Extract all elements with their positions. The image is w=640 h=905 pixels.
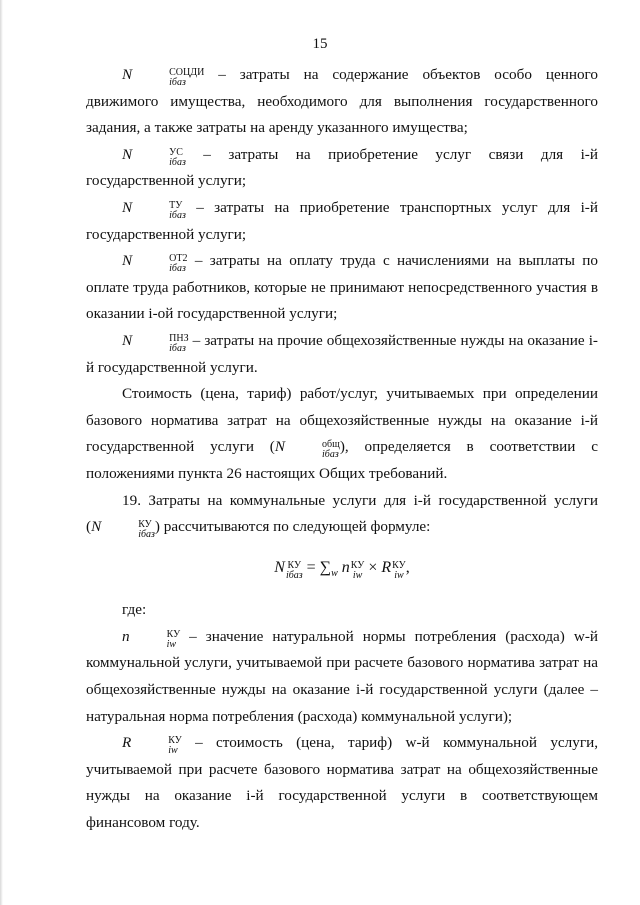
symbol-n-tu: N ТУ iбаз	[122, 198, 186, 221]
paragraph-text: – затраты на приобретение услуг связи для i-й государственной услуги;	[86, 145, 598, 190]
symbol-n-iw: n КУ iw	[122, 627, 181, 650]
paragraph-tu	[86, 195, 598, 248]
paragraph-us	[86, 142, 598, 195]
symbol-n-ku: N КУ iбаз	[91, 518, 155, 541]
definition-r: R КУ iw – стоимость (цена, тариф) w-й коммунальной услуги, учитываемой при расчете базового норматива затрат на общехозяйственные нужды на оказание i-й государственной услуги в соответствующем финансовом году.	[86, 734, 598, 832]
document-body	[86, 62, 598, 837]
symbol-n-obsch: N общ iбаз	[274, 438, 340, 461]
page-number: 15	[312, 36, 328, 52]
symbol-n-pnz: N ПНЗ iбаз	[122, 331, 189, 354]
paragraph-cost: Стоимость (цена, тариф) работ/услуг, учитываемых при определении базового норматива затрат на общехозяйственные нужды на оказание i-й государственной услуги (N общ iбаз ), определяется в соответствии с положениями пункта 26 настоящих Общих требований.	[86, 385, 598, 482]
symbol-r-iw: R КУ iw	[122, 734, 182, 757]
symbol-n-ot2: N ОТ2 iбаз	[122, 252, 188, 275]
definition-n: n КУ iw – значение натуральной нормы потребления (расхода) w-й коммунальной услуги, учитываемой при расчете базового норматива затрат на общехозяйственные нужды на оказание i-й государственной услуги (далее – натуральная норма потребления (расхода) коммунальной услуги);	[86, 627, 598, 725]
where-label: где:	[122, 601, 147, 619]
formula-ku: N КУ iбаз = $\sum_w$ n КУ iw × R КУ iw ,	[274, 558, 410, 581]
paragraph-ot2	[86, 248, 598, 328]
symbol-n-socdi: N СОЦДИ iбаз	[122, 66, 205, 88]
paragraph-text: – затраты на содержание объектов особо ценного движимого имущества, необходимого для выполнения государственного задания, а также затраты на аренду указанного имущества;	[86, 66, 598, 137]
paragraph-text: – затраты на приобретение транспортных услуг для i-й государственной услуги;	[86, 198, 598, 243]
symbol-n-us: N УС iбаз	[122, 145, 186, 168]
paragraph-text: – затраты на прочие общехозяйственные нужды на оказание i-й государственной услуги.	[86, 331, 598, 376]
paragraph-text: – затраты на оплату труда с начислениями на выплаты по оплате труда работников, которые не принимают непосредственного участия в оказании i-ой государственной услуги;	[86, 252, 598, 323]
paragraph-pnz	[86, 328, 598, 381]
scan-edge-shadow	[0, 0, 3, 905]
paragraph-socdi	[86, 62, 598, 142]
paragraph-19: 19. Затраты на коммунальные услуги для i-й государственной услуги (N КУ iбаз ) рассчитываются по следующей формуле:	[86, 491, 598, 541]
